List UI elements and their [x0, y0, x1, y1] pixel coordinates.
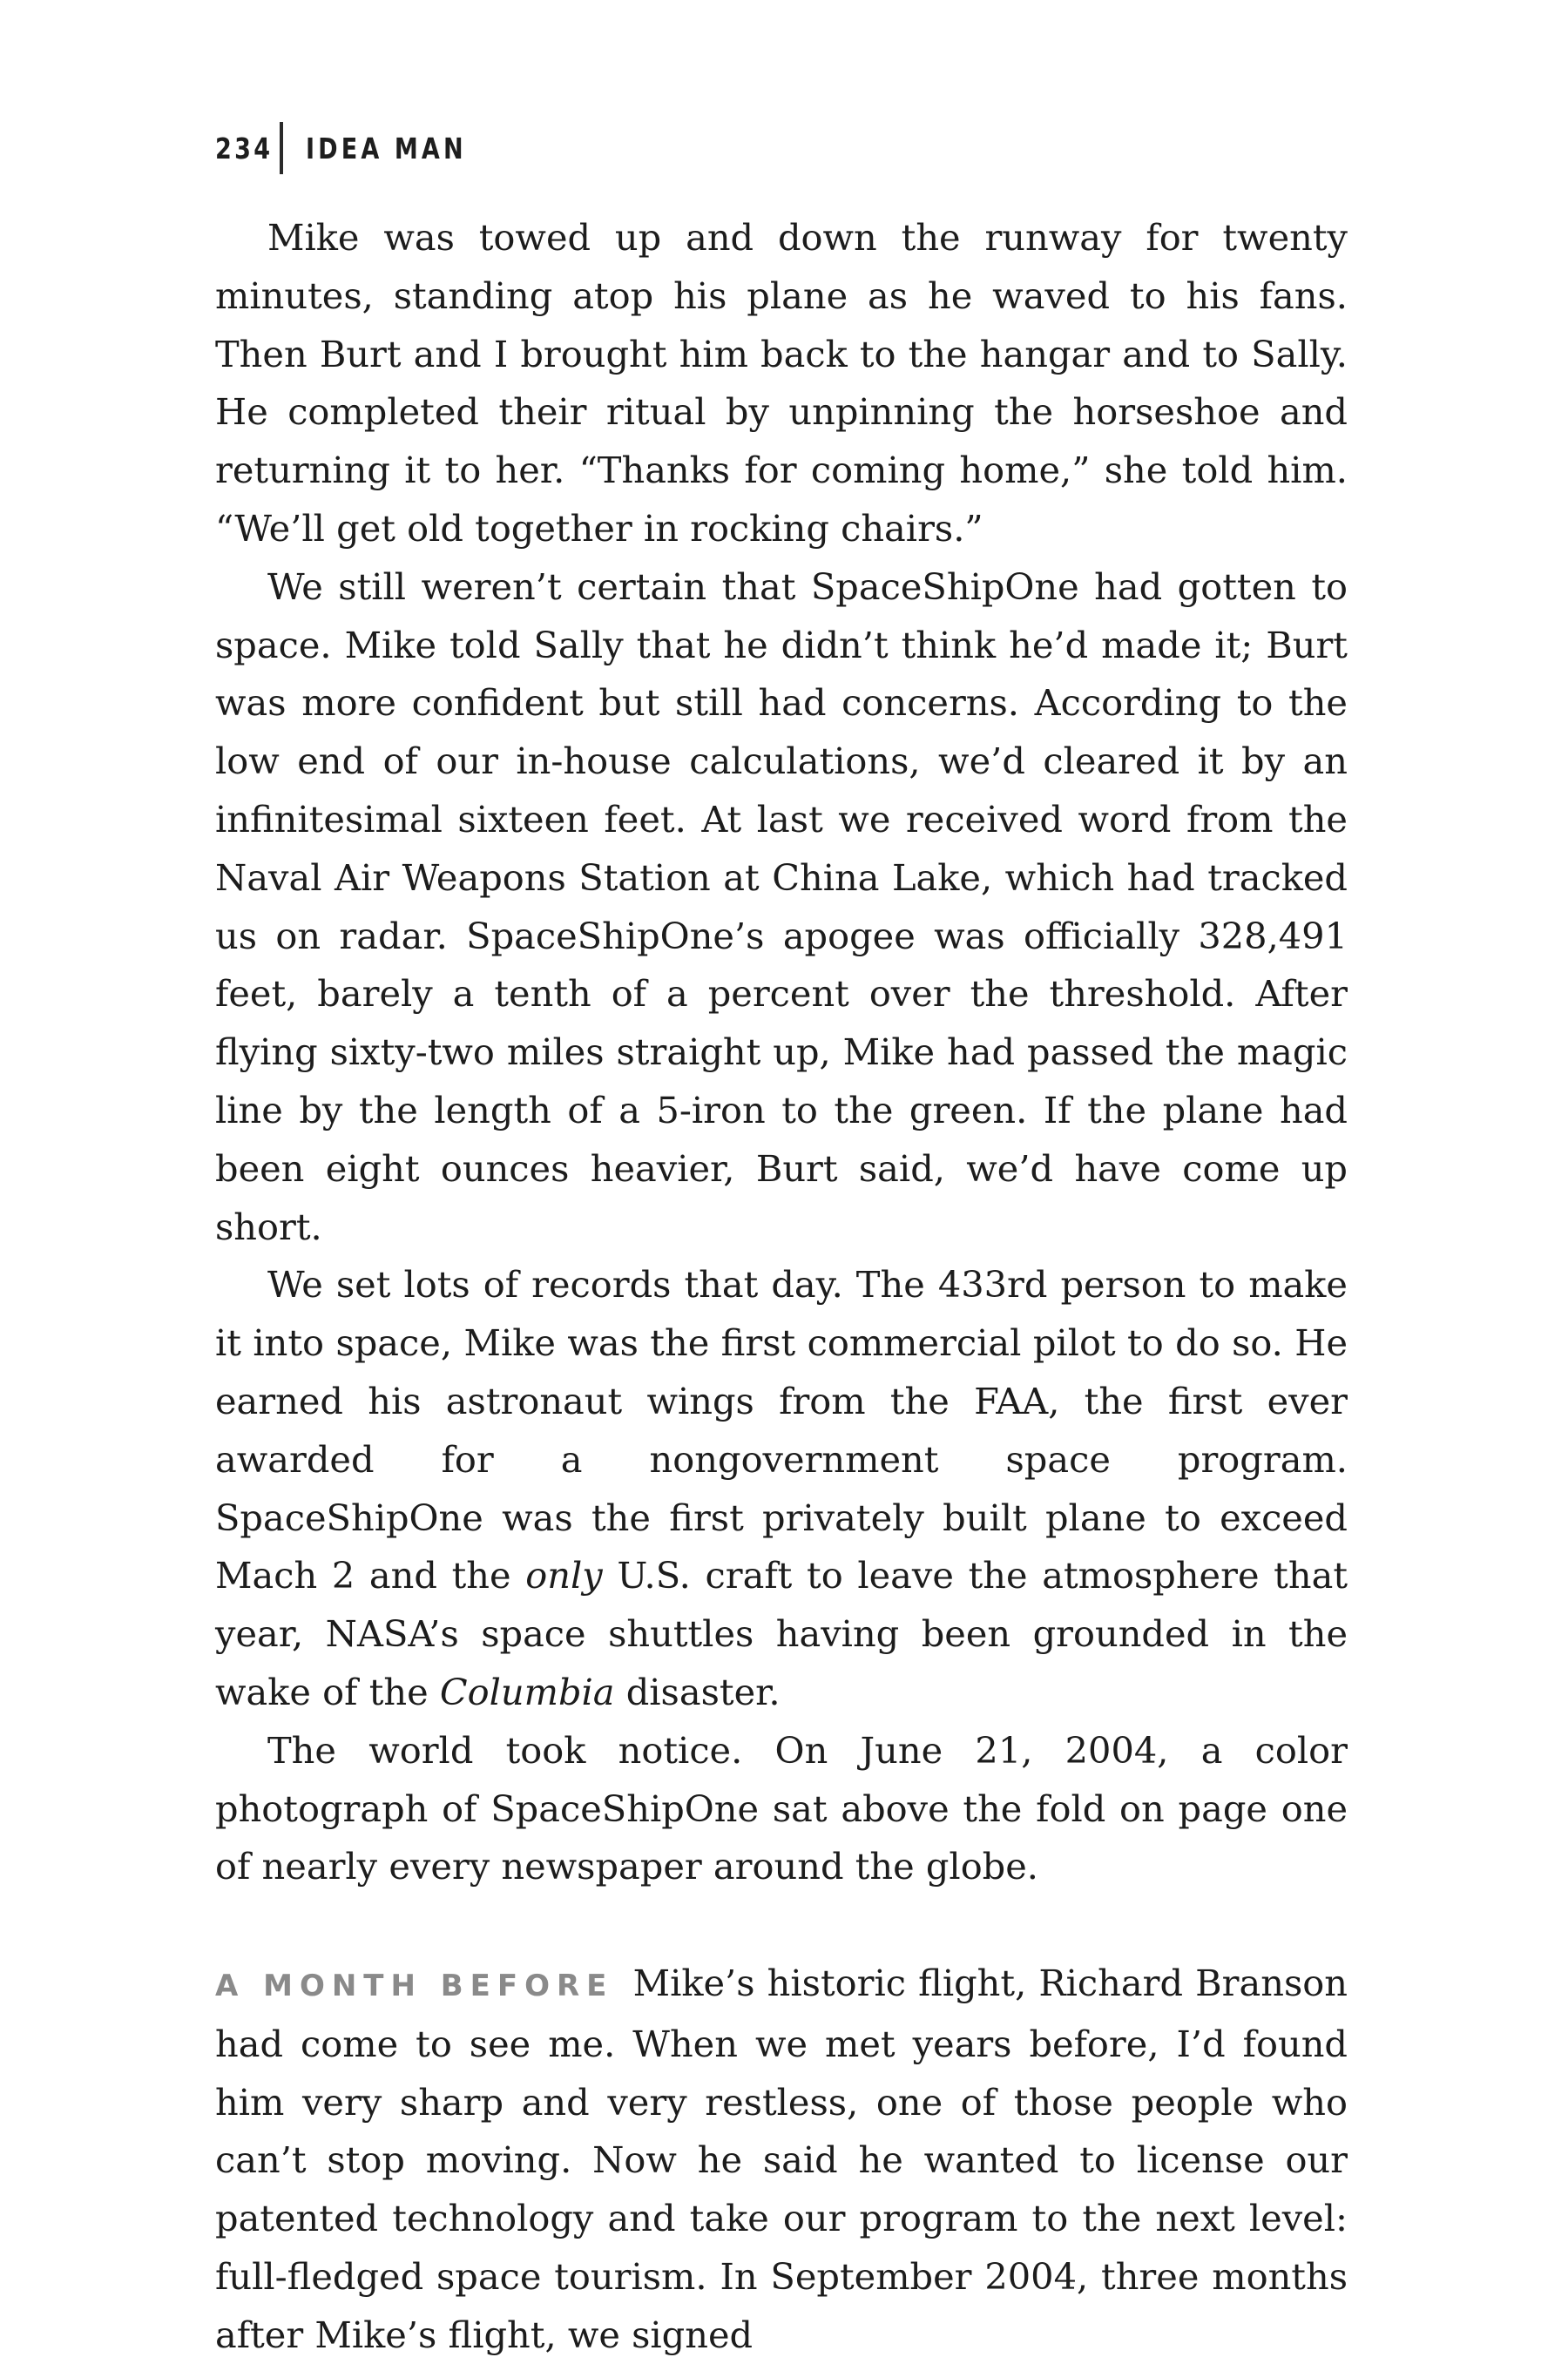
- paragraph-1: Mike was towed up and down the runway for twenty minutes, standing atop his plane as he waved to his fans. Then Burt and I brought him back to the hangar and to Sally. He completed their ritual by unpinning the horseshoe and returning it to her. “Thanks for coming home,” she told him. “We’ll get old together in rocking chairs.”: [215, 216, 1348, 550]
- section-lead-in: A MONTH BEFORE: [215, 1968, 614, 2003]
- paragraph-3: [215, 1256, 1348, 1721]
- paragraph-3-text-a: We set lots of records that day. The 433rd person to make it into space, Mike was the first commercial pilot to do so. He earned his astronaut wings from the FAA, the first ever awarded for a nongovernment space program. SpaceShipOne was the first privately built plane to exceed Mach 2 and the: [215, 1263, 1348, 1597]
- header-divider: [280, 122, 283, 174]
- running-head: [215, 124, 502, 172]
- paragraph-5: [215, 1955, 1348, 2364]
- body-text: [215, 209, 1348, 2364]
- paragraph-5-text: Mike’s historic flight, Richard Branson had come to see me. When we met years before, I’d found him very sharp and very restless, one of those people who can’t stop moving. Now he said he wanted to license our patented technology and take our program to the next level: full-fledged space tourism. In September 2004, three months after Mike’s flight, we signed: [215, 1961, 1348, 2356]
- paragraph-4: The world took notice. On June 21, 2004, a color photograph of SpaceShipOne sat above the fold on page one of nearly every newspaper around the globe.: [215, 1728, 1348, 1888]
- paragraph-3-text-b: U.S. craft to leave the atmosphere that year, NASA’s space shuttles having been grounded in the wake of the: [215, 1554, 1348, 1713]
- section-break: [215, 1896, 1348, 1955]
- paragraph-2: We still weren’t certain that SpaceShipOne had gotten to space. Mike told Sally that he didn’t think he’d made it; Burt was more confident but still had concerns. According to the low end of our in-house calculations, we’d cleared it by an infinitesimal sixteen feet. At last we received word from the Naval Air Weapons Station at China Lake, which had tracked us on radar. SpaceShipOne’s apogee was officially 328,491 feet, barely a tenth of a percent over the threshold. After flying sixty-two miles straight up, Mike had passed the magic line by the length of a 5-iron to the green. If the plane had been eight ounces heavier, Burt said, we’d have come up short.: [215, 564, 1348, 1248]
- paragraph-3-emphasis-columbia: Columbia: [439, 1670, 615, 1713]
- page-number: 234: [215, 131, 274, 165]
- book-title: IDEA MAN: [306, 131, 467, 165]
- paragraph-3-text-c: disaster.: [614, 1670, 781, 1713]
- paragraph-3-emphasis-only: only: [525, 1554, 603, 1597]
